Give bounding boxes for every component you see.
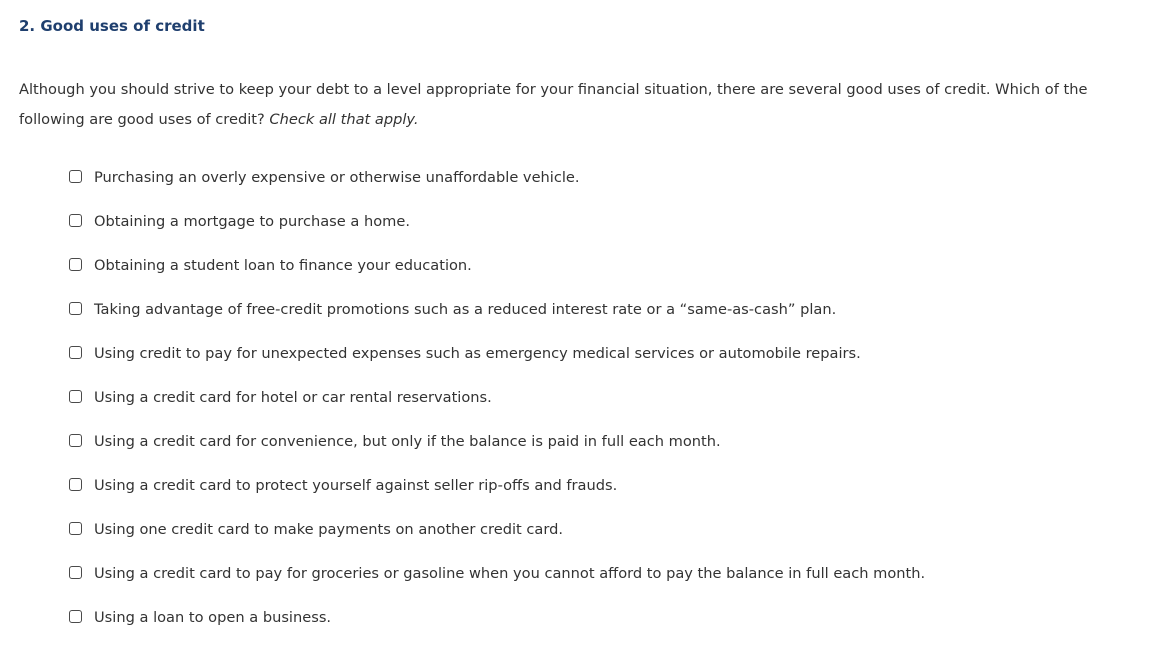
answer-option[interactable] xyxy=(69,199,925,243)
answer-option[interactable] xyxy=(69,595,925,639)
checkbox[interactable] xyxy=(69,390,82,403)
option-label: Using one credit card to make payments on another credit card. xyxy=(94,520,564,538)
checkbox[interactable] xyxy=(69,478,82,491)
answer-option[interactable] xyxy=(69,507,925,551)
option-label: Purchasing an overly expensive or otherwise unaffordable vehicle. xyxy=(94,168,580,186)
option-label: Obtaining a mortgage to purchase a home. xyxy=(94,212,410,230)
checkbox[interactable] xyxy=(69,346,82,359)
checkbox[interactable] xyxy=(69,302,82,315)
checkbox[interactable] xyxy=(69,434,82,447)
option-label: Obtaining a student loan to finance your education. xyxy=(94,256,472,274)
checkbox[interactable] xyxy=(69,214,82,227)
question-prompt-text: Although you should strive to keep your debt to a level appropriate for your financial situation, there are several good uses of credit. Which of the following are good uses of credit? xyxy=(19,81,1088,128)
checkbox[interactable] xyxy=(69,170,82,183)
question-title: 2. Good uses of credit xyxy=(19,17,205,35)
option-label: Using credit to pay for unexpected expenses such as emergency medical services or automobile repairs. xyxy=(94,344,861,362)
checkbox[interactable] xyxy=(69,258,82,271)
checkbox[interactable] xyxy=(69,566,82,579)
answer-option[interactable] xyxy=(69,419,925,463)
answer-option[interactable] xyxy=(69,155,925,199)
question-instruction: Check all that apply. xyxy=(269,111,419,128)
answer-option[interactable] xyxy=(69,463,925,507)
option-label: Using a loan to open a business. xyxy=(94,608,332,626)
option-label: Using a credit card to protect yourself against seller rip-offs and frauds. xyxy=(94,476,618,494)
checkbox[interactable] xyxy=(69,610,82,623)
answer-option[interactable] xyxy=(69,551,925,595)
answer-options-list xyxy=(69,155,925,639)
answer-option[interactable] xyxy=(69,287,925,331)
option-label: Using a credit card for convenience, but only if the balance is paid in full each month. xyxy=(94,432,721,450)
answer-option[interactable] xyxy=(69,243,925,287)
answer-option[interactable] xyxy=(69,331,925,375)
option-label: Using a credit card for hotel or car rental reservations. xyxy=(94,388,492,406)
option-label: Using a credit card to pay for groceries or gasoline when you cannot afford to pay the balance in full each month. xyxy=(94,564,926,582)
answer-option[interactable] xyxy=(69,375,925,419)
checkbox[interactable] xyxy=(69,522,82,535)
option-label: Taking advantage of free-credit promotions such as a reduced interest rate or a “same-as-cash” plan. xyxy=(94,300,837,318)
question-prompt xyxy=(19,75,1149,135)
